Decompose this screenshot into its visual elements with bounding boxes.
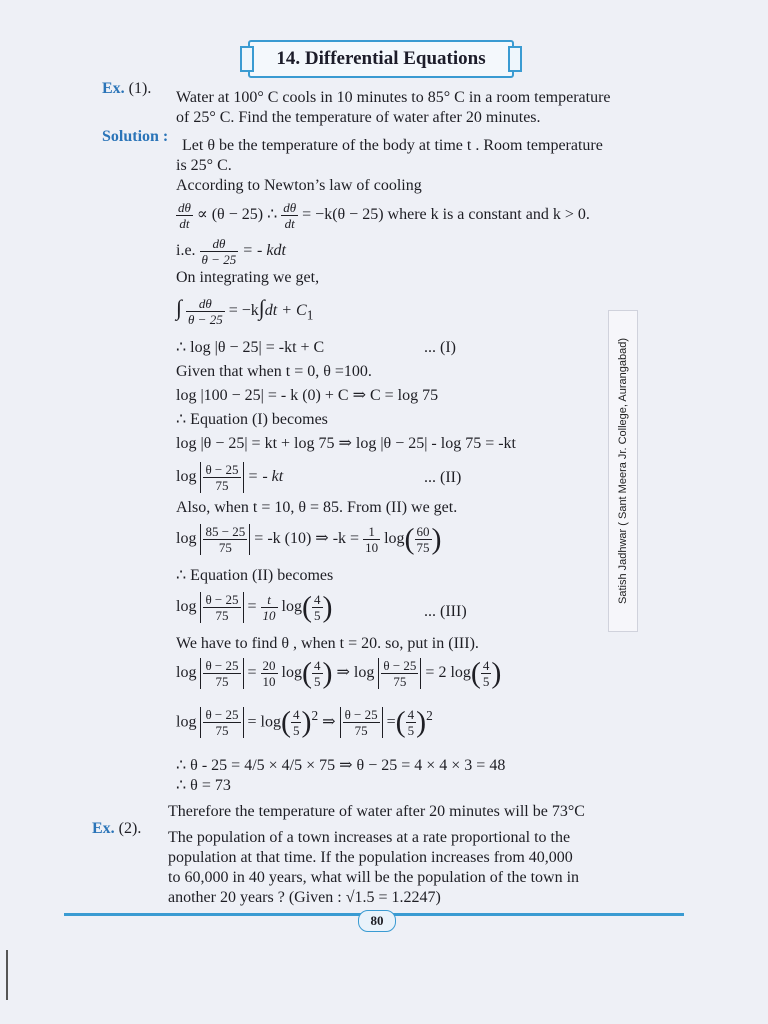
ex2-line-4: another 20 years ? (Given : √1.5 = 1.2247) <box>168 889 441 906</box>
fraction: $\frac{\theta - 25}{75}$ <box>344 707 378 739</box>
ex2-line-2: population at that time. If the population increases from 40,000 <box>168 849 573 866</box>
example-number: (1). <box>128 80 152 97</box>
margin-mark <box>6 950 8 1000</box>
page-number: 80 <box>358 910 396 932</box>
equation-tag-I: ... (I) <box>424 339 456 356</box>
fraction: $\frac{20}{10}$ <box>262 658 276 689</box>
equation-rhs: = - kt <box>247 468 284 486</box>
side-attribution-text: Satish Jadhwar ( Sant Meera Jr. College, Aurangabad) <box>617 338 629 604</box>
solution-line-theta: ∴ θ = 73 <box>176 777 231 794</box>
equation-I <box>176 338 324 358</box>
equation-tag-III: ... (III) <box>424 603 467 620</box>
fraction: $\frac{\theta - 25}{75}$ <box>205 707 239 739</box>
k-equation: log $\frac{85 - 25}{75}$ = -k (10) ⇒ -k = $\frac{1}{10}$ log( $\frac{60}{75}$ ) <box>176 522 442 556</box>
equation-mid: = -k (10) ⇒ -k = <box>254 530 360 548</box>
fraction: $\frac{t}{10}$ <box>262 592 276 623</box>
solution-line-integrating: On integrating we get, <box>176 269 320 286</box>
equation-note: where k is a constant and k > 0. <box>387 206 590 224</box>
solution-line-becomes-2: ∴ Equation (II) becomes <box>176 567 334 584</box>
ie-prefix: i.e. <box>176 242 196 260</box>
side-attribution <box>608 310 638 632</box>
example-label <box>92 820 141 838</box>
example-label-text: Ex. <box>92 820 115 837</box>
fraction: $\frac{d\theta}{\theta - 25}$ <box>188 296 223 327</box>
solution-line-3: According to Newton’s law of cooling <box>176 177 422 194</box>
solution-line-given: Given that when t = 0, θ =100. <box>176 363 372 380</box>
fraction: $\frac{\theta - 25}{75}$ <box>383 658 417 689</box>
fraction: $\frac{4}{5}$ <box>482 658 490 689</box>
fraction: $\frac{\theta - 25}{75}$ <box>205 592 239 623</box>
fraction: $\frac{1}{10}$ <box>365 524 379 555</box>
ex2-line-1: The population of a town increases at a rate proportional to the <box>168 829 571 846</box>
solution-line-log-form: log |θ − 25| = kt + log 75 ⇒ log |θ − 25| - log 75 = -kt <box>176 435 516 452</box>
fraction: $\frac{d\theta}{\theta - 25}$ <box>201 236 237 267</box>
example-label-text: Ex. <box>102 80 125 97</box>
fraction: $\frac{85 - 25}{75}$ <box>205 524 246 555</box>
solution-line-constant: log |100 − 25| = - k (0) + C ⇒ C = log 75 <box>176 387 439 404</box>
equation-III: log $\frac{\theta - 25}{75}$ = $\frac{t}{10}$ log( $\frac{4}{5}$ ) <box>176 590 333 624</box>
separated-equation <box>176 236 286 267</box>
solution-line-2: is 25° C. <box>176 157 232 174</box>
equation-tag-II: ... (II) <box>424 469 462 486</box>
fraction: $\frac{4}{5}$ <box>407 707 415 739</box>
squared-equation: log $\frac{\theta - 25}{75}$ = log( $\frac{4}{5}$ )$^2$ ⇒ $\frac{\theta - 25}{75}$ =( $\frac{4}{5}$ )$^2$ <box>176 705 433 739</box>
chapter-title: 14. Differential Equations <box>248 40 514 78</box>
solution-line-1: Let θ be the temperature of the body at time t . Room temperature <box>182 137 603 154</box>
example-label <box>102 80 151 98</box>
fraction: $\frac{4}{5}$ <box>292 707 300 739</box>
equation-text: ∴ log |θ − 25| = -kt + C <box>176 339 325 356</box>
solution-label: Solution : <box>102 128 169 145</box>
fraction: $\frac{4}{5}$ <box>314 658 321 689</box>
solution-conclusion: Therefore the temperature of water after 20 minutes will be 73°C <box>168 803 585 820</box>
solution-line-find: We have to find θ , when t = 20. so, put in (III). <box>176 635 479 652</box>
fraction: $\frac{4}{5}$ <box>314 592 321 623</box>
solution-line-becomes-1: ∴ Equation (I) becomes <box>176 411 328 428</box>
example-number: (2). <box>118 820 142 837</box>
fraction: $\frac{d\theta}{dt}$ <box>178 200 191 231</box>
equation-rhs: = - kdt <box>242 242 286 260</box>
ex1-line-1: Water at 100° C cools in 10 minutes to 85° C in a room temperature <box>176 89 611 106</box>
solution-line-compute: ∴ θ - 25 = 4/5 × 4/5 × 75 ⇒ θ − 25 = 4 × 4 × 3 = 48 <box>176 757 506 774</box>
equation-II: log $\frac{\theta - 25}{75}$ = - kt <box>176 462 284 493</box>
integral-equation: ∫ $\frac{d\theta}{\theta - 25}$ = $-k\int dt + C_1$ <box>176 295 314 327</box>
fraction: $\frac{\theta - 25}{75}$ <box>205 462 239 493</box>
substitution-equation: log $\frac{\theta - 25}{75}$ = $\frac{20}{10}$ log( $\frac{4}{5}$ ) ⇒ log $\frac{\theta - 25}{75}$ = 2 log( $\frac{4}{5}$ ) <box>176 656 502 690</box>
newton-law-equation: $\frac{d\theta}{dt}$ ∝ (θ − 25) ∴ $\frac{d\theta}{dt}$ = −k(θ − 25) where k is a constant and k > 0. <box>178 200 590 231</box>
ex1-line-2: of 25° C. Find the temperature of water after 20 minutes. <box>176 109 541 126</box>
fraction: $\frac{60}{75}$ <box>416 524 430 555</box>
fraction: $\frac{\theta - 25}{75}$ <box>205 658 239 689</box>
solution-line-also: Also, when t = 10, θ = 85. From (II) we get. <box>176 499 458 516</box>
fraction: $\frac{d\theta}{dt}$ <box>283 200 297 231</box>
ex2-line-3: to 60,000 in 40 years, what will be the population of the town in <box>168 869 580 886</box>
